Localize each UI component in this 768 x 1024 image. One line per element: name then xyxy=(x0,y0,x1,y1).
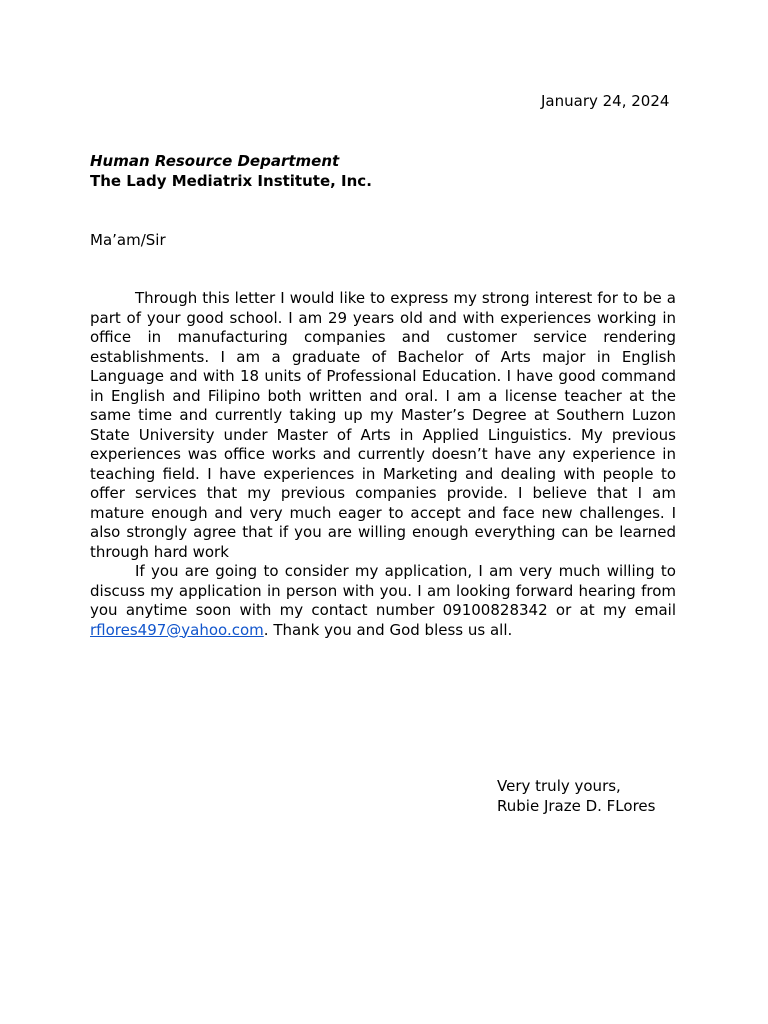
closing-block xyxy=(497,777,655,816)
closing-phrase: Very truly yours, xyxy=(497,777,621,795)
paragraph-2-text: If you are going to consider my application, I am very much willing to discuss my application in person with you. I am looking forward hearing from you anytime soon with my contact number 09100828342 or at my email xyxy=(90,562,676,619)
email-link[interactable]: rflores497@yahoo.com xyxy=(90,620,264,639)
letter-body xyxy=(90,289,676,640)
salutation: Ma’am/Sir xyxy=(90,231,166,249)
recipient-organization: The Lady Mediatrix Institute, Inc. xyxy=(90,171,372,190)
letter-date: January 24, 2024 xyxy=(541,92,670,110)
recipient-block xyxy=(90,152,372,191)
paragraph-2-ending: . Thank you and God bless us all. xyxy=(263,620,513,639)
body-paragraph-1: Through this letter I would like to express my strong interest for to be a part of your good school. I am 29 years old and with experiences working in office in manufacturing companies and customer service rendering establishments. I am a graduate of Bachelor of Arts major in English Language and with 18 units of Professional Education. I have good command in English and Filipino both written and oral. I am a license teacher at the same time and currently taking up my Master’s Degree at Southern Luzon State University under Master of Arts in Applied Linguistics. My previous experiences was office works and currently doesn’t have any experience in teaching field. I have experiences in Marketing and dealing with people to offer services that my previous companies provide. I believe that I am mature enough and very much eager to accept and face new challenges. I also strongly agree that if you are willing enough everything can be learned through hard work xyxy=(90,289,676,561)
signature-name: Rubie Jraze D. FLores xyxy=(497,796,656,815)
recipient-department: Human Resource Department xyxy=(90,152,340,170)
body-paragraph-2 xyxy=(90,562,676,640)
